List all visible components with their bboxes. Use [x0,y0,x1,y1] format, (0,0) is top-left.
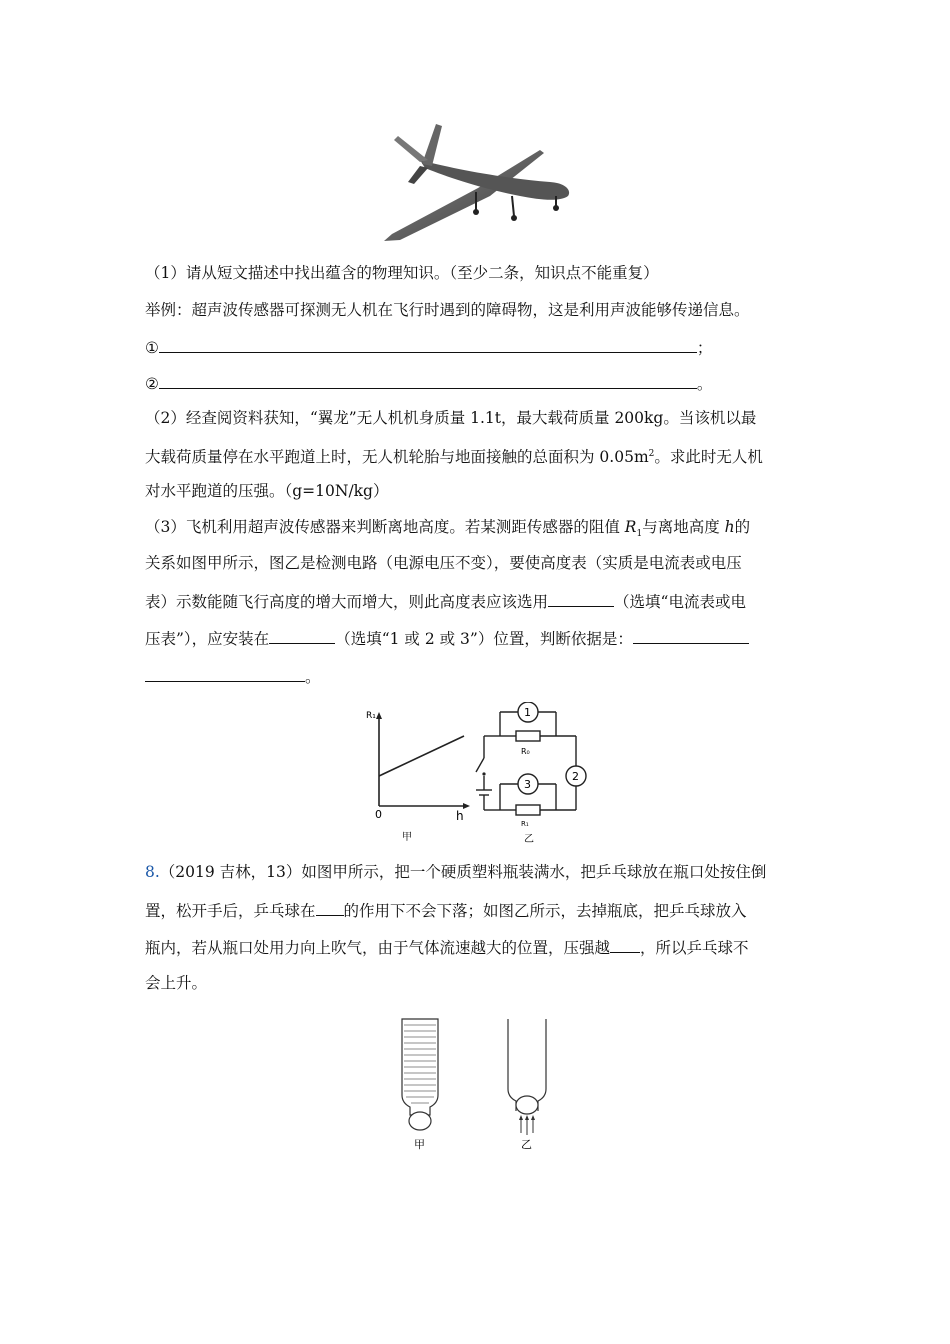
q8-line1 [145,862,766,882]
q8-text-3a: 瓶内，若从瓶口处用力向上吹气，由于气体流速越大的位置，压强越 [145,939,611,957]
part3-symbol-r: R [624,518,637,536]
q8-text-1: （2019 吉林，13）如图甲所示，把一个硬质塑料瓶装满水，把乒乓球放在瓶口处按住倒 [159,863,767,881]
part3-text-l3b: （选填“电流表或电 [614,593,746,611]
q7-part2-line1: （2）经查阅资料获知，“翼龙”无人机机身质量 1.1t，最大载荷质量 200kg。当该机以最 [145,409,757,427]
graph-line [379,736,464,776]
bottle-right-caption: 乙 [521,1138,532,1151]
q7-part3-line1 [145,517,750,544]
q7-part3-line5 [145,665,321,687]
part3-subscript: 1 [636,529,643,540]
graph-origin-label: 0 [375,808,382,821]
part3-text-l3a: 表）示数能随飞行高度的增大而增大，则此高度表应该选用 [145,593,549,611]
answer-1-blank[interactable] [159,336,697,353]
answer-1-marker: ① [145,339,159,357]
figure-bottles [390,1015,560,1155]
part3-text-a: （3）飞机利用超声波传感器来判断离地高度。若某测距传感器的阻值 [145,518,625,536]
part3-text-l4b: （选填“1 或 2 或 3”）位置，判断依据是： [335,630,633,648]
reason-blank-2[interactable] [145,665,305,682]
q7-part1: （1）请从短文描述中找出蕴含的物理知识。（至少二条，知识点不能重复） [145,264,659,282]
answer-2-blank[interactable] [159,372,697,389]
q8-line3 [145,936,749,958]
q8-line2 [145,899,747,921]
q8-text-3b: ，所以乒乓球不 [640,939,749,957]
part3-text-c: 的 [734,518,751,536]
q8-line4: 会上升。 [145,974,208,992]
part3-symbol-h: h [724,518,735,536]
drone-image [380,120,580,245]
meter-1-label: 1 [524,706,531,719]
q7-answer-1 [145,336,712,358]
q8-text-2b: 的作用下不会下落；如图乙所示，去掉瓶底，把乒乓球放入 [343,902,747,920]
answer-1-end: ； [696,339,713,357]
reason-blank-1[interactable] [633,627,749,644]
circuit-caption: 乙 [524,834,534,845]
part3-text-b: 与离地高度 [642,518,725,536]
q7-part3-line4 [145,627,749,649]
part2-text-a: 大载荷质量停在水平跑道上时，无人机轮胎与地面接触的总面积为 0.05m [145,448,649,467]
q7-answer-2 [145,372,712,394]
position-blank[interactable] [269,627,335,644]
q7-part2-line3: 对水平跑道的压强。（g=10N/kg） [145,482,389,500]
answer-2-end: 。 [696,375,713,393]
meter-type-blank[interactable] [548,590,614,607]
r0-label: R₀ [521,747,530,756]
q7-example: 举例：超声波传感器可探测无人机在飞行时遇到的障碍物，这是利用声波能够传递信息。 [145,301,750,319]
part3-text-l5: 。 [305,668,321,686]
q8-blank-1[interactable] [316,899,344,916]
part2-superscript: 2 [648,449,655,459]
r1-label: R₁ [521,820,529,828]
meter-3-label: 3 [524,778,531,791]
q7-part3-line3 [145,590,746,612]
graph-y-label: R₁ [366,711,376,721]
q8-blank-2[interactable] [610,936,640,953]
meter-2-label: 2 [572,770,579,783]
part3-text-l4a: 压表”），应安装在 [145,630,270,648]
graph-caption: 甲 [402,832,412,843]
q7-part2-line2 [145,444,763,467]
graph-x-label: h [456,809,464,823]
answer-2-marker: ② [145,375,159,393]
q8-text-2a: 置，松开手后，乒乓球在 [145,902,316,920]
ping-pong-ball-right [516,1096,538,1114]
ping-pong-ball-left [409,1112,431,1130]
part2-text-b: 。求此时无人机 [654,448,763,467]
bottle-left-caption: 甲 [414,1138,425,1151]
figure-graph-circuit [360,702,610,850]
q7-part3-line2: 关系如图甲所示，图乙是检测电路（电源电压不变），要使高度表（实质是电流表或电压 [145,554,742,572]
q8-number: 8. [145,863,160,881]
